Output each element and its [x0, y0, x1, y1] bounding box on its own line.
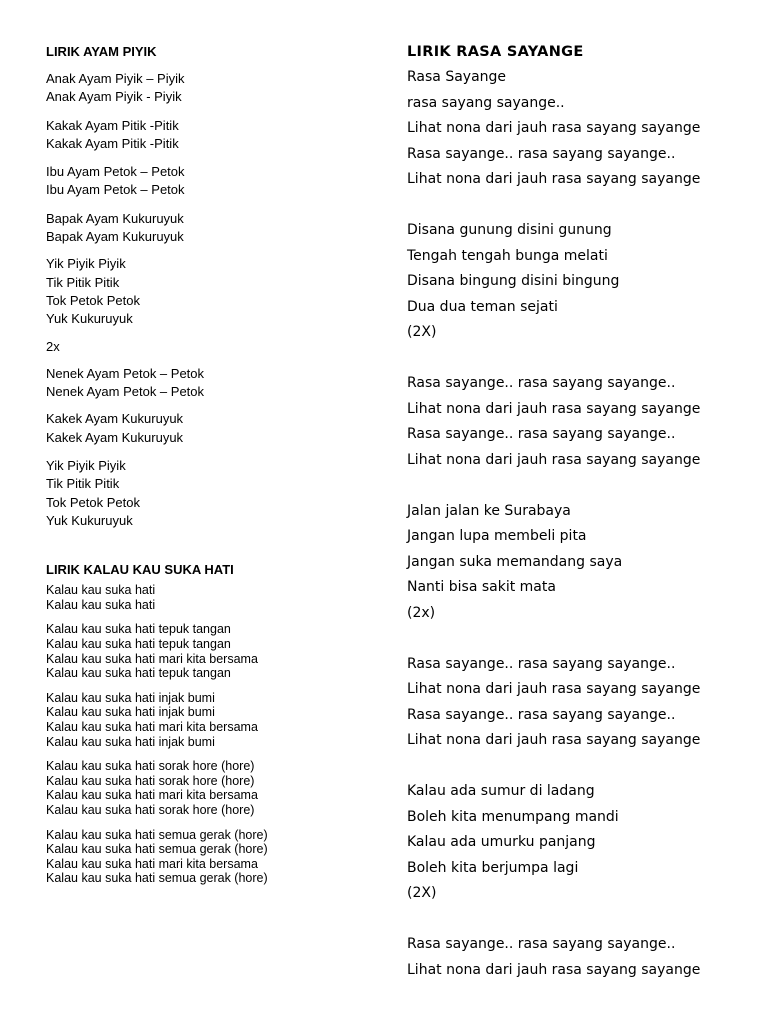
lyric-line: Kalau kau suka hati mari kita bersama	[46, 788, 258, 803]
lyric-line: Kalau kau suka hati tepuk tangan	[46, 666, 231, 681]
lyric-line: Nenek Ayam Petok – Petok	[46, 365, 205, 381]
lyric-line: Kalau kau suka hati injak bumi	[46, 690, 215, 705]
lyric-line: Tok Petok Petok	[46, 494, 140, 510]
lyric-line: Kalau kau suka hati sorak hore (hore)	[46, 759, 255, 774]
right-column	[407, 43, 757, 983]
song-ayam-piyik	[46, 44, 376, 530]
stanza	[46, 255, 376, 328]
lyric-line: Kalau kau suka hati	[46, 583, 156, 598]
lyric-line: Kalau ada sumur di ladang	[407, 783, 595, 799]
lyric-line: Bapak Ayam Kukuruyuk	[46, 229, 184, 245]
lyric-line: Rasa sayange.. rasa sayang sayange..	[407, 426, 676, 442]
lyric-line: Ibu Ayam Petok – Petok	[46, 182, 185, 198]
lyric-line: Lihat nona dari jauh rasa sayang sayange	[407, 171, 701, 187]
lyric-line: Kakek Ayam Kukuruyuk	[46, 429, 184, 445]
lyric-line: Lihat nona dari jauh rasa sayang sayange	[407, 681, 701, 697]
lyric-line: rasa sayang sayange..	[407, 94, 565, 111]
lyric-line: Kalau kau suka hati sorak hore (hore)	[46, 802, 255, 817]
stanza	[46, 410, 376, 447]
lyric-line: Yik Piyik Piyik	[46, 256, 126, 272]
lyric-line: Jangan lupa membeli pita	[407, 528, 587, 544]
lyric-line: Kalau kau suka hati injak bumi	[46, 705, 215, 720]
lyric-line: Kalau kau suka hati mari kita bersama	[46, 651, 258, 666]
lyric-line: Lihat nona dari jauh rasa sayang sayange	[407, 961, 701, 978]
song-title: LIRIK AYAM PIYIK	[46, 44, 157, 59]
stanza	[407, 371, 757, 473]
lyric-line: Kakak Ayam Pitik -Pitik	[46, 135, 179, 151]
lyric-line: Lihat nona dari jauh rasa sayang sayange	[407, 400, 701, 417]
lyric-line: Jangan suka memandang saya	[407, 553, 623, 570]
lyric-line: Boleh kita menumpang mandi	[407, 808, 619, 825]
lyric-line: Kalau kau suka hati injak bumi	[46, 734, 215, 749]
lyric-line: (2X)	[407, 885, 437, 901]
song-rasa-sayange	[407, 43, 757, 983]
stanza	[46, 583, 376, 612]
lyric-line: Yuk Kukuruyuk	[46, 311, 133, 327]
stanza	[407, 499, 757, 627]
stanza	[46, 70, 376, 107]
lyric-line: Rasa sayange.. rasa sayang sayange..	[407, 655, 676, 672]
lyric-line: Kalau kau suka hati tepuk tangan	[46, 637, 231, 652]
stanza	[407, 218, 757, 346]
lyric-line: Tengah tengah bunga melati	[407, 247, 608, 264]
lyric-line: Kakek Ayam Kukuruyuk	[46, 411, 184, 427]
lyric-line: Anak Ayam Piyik - Piyik	[46, 89, 182, 105]
song-kalau-kau-suka-hati	[46, 562, 376, 886]
lyric-line: Rasa sayange.. rasa sayang sayange..	[407, 706, 676, 723]
lyric-line: (2x)	[407, 604, 436, 621]
lyric-line: Nenek Ayam Petok – Petok	[46, 384, 205, 400]
stanza	[46, 622, 376, 680]
stanza	[407, 779, 757, 907]
lyric-line: (2X)	[407, 324, 437, 340]
lyric-line: Rasa sayange.. rasa sayang sayange..	[407, 375, 676, 391]
lyric-line: Nanti bisa sakit mata	[407, 579, 556, 595]
lyric-line: Kalau kau suka hati semua gerak (hore)	[46, 842, 268, 857]
lyric-line: Kalau kau suka hati sorak hore (hore)	[46, 773, 255, 788]
lyric-line: Rasa Sayange	[407, 69, 507, 85]
lyric-line: Tik Pitik Pitik	[46, 476, 120, 492]
stanza	[46, 759, 376, 817]
lyric-line: 2x	[46, 338, 60, 354]
lyric-line: Yik Piyik Piyik	[46, 458, 126, 474]
lyric-line: Lihat nona dari jauh rasa sayang sayange	[407, 732, 701, 748]
lyric-line: Anak Ayam Piyik – Piyik	[46, 71, 185, 86]
stanza	[46, 117, 376, 154]
lyric-line: Yuk Kukuruyuk	[46, 512, 133, 528]
stanza	[46, 457, 376, 530]
lyric-line: Dua dua teman sejati	[407, 298, 558, 315]
lyric-line: Tok Petok Petok	[46, 292, 140, 308]
lyric-line: Kalau kau suka hati mari kita bersama	[46, 719, 258, 734]
left-column	[46, 44, 376, 886]
lyric-line: Kakak Ayam Pitik -Pitik	[46, 117, 179, 133]
stanza	[407, 652, 757, 754]
lyric-line: Disana bingung disini bingung	[407, 273, 620, 289]
lyric-line: Boleh kita berjumpa lagi	[407, 859, 579, 876]
stanza	[46, 365, 376, 402]
lyric-line: Kalau kau suka hati tepuk tangan	[46, 622, 231, 637]
stanza	[407, 932, 757, 983]
lyric-line: Disana gunung disini gunung	[407, 222, 612, 238]
stanza	[46, 691, 376, 749]
lyric-line: Kalau ada umurku panjang	[407, 834, 596, 850]
lyric-line: Kalau kau suka hati semua gerak (hore)	[46, 871, 268, 886]
lyric-line: Bapak Ayam Kukuruyuk	[46, 210, 184, 226]
lyric-line: Lihat nona dari jauh rasa sayang sayange	[407, 451, 701, 468]
stanza	[46, 338, 376, 356]
lyric-line: Kalau kau suka hati	[46, 597, 156, 612]
lyric-line: Rasa sayange.. rasa sayang sayange..	[407, 145, 676, 162]
lyric-line: Tik Pitik Pitik	[46, 274, 120, 290]
lyric-line: Ibu Ayam Petok – Petok	[46, 164, 185, 180]
lyric-line: Kalau kau suka hati semua gerak (hore)	[46, 827, 268, 842]
stanza	[407, 65, 757, 193]
lyric-line: Kalau kau suka hati mari kita bersama	[46, 856, 258, 871]
lyric-line: Lihat nona dari jauh rasa sayang sayange	[407, 120, 701, 136]
stanza	[46, 828, 376, 886]
lyric-line: Jalan jalan ke Surabaya	[407, 502, 571, 519]
lyric-line: Rasa sayange.. rasa sayang sayange..	[407, 936, 676, 952]
stanza	[46, 210, 376, 247]
song-title: LIRIK KALAU KAU SUKA HATI	[46, 562, 234, 578]
stanza	[46, 163, 376, 200]
song-title: LIRIK RASA SAYANGE	[407, 44, 584, 60]
